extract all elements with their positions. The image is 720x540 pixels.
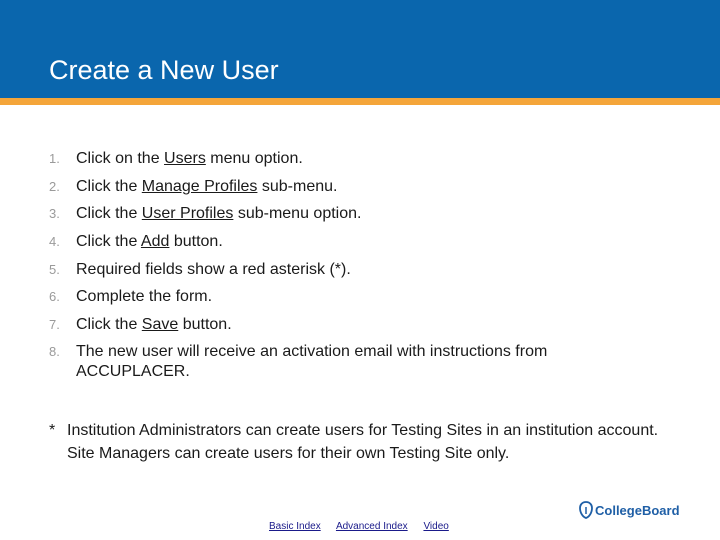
advanced-index-link[interactable]: Advanced Index — [335, 521, 408, 532]
manage-profiles-link[interactable]: Manage Profiles — [141, 178, 258, 195]
step-text-part: Click the — [76, 316, 142, 333]
step-text-part: menu option. — [205, 150, 303, 167]
step-text-part: Click on the — [76, 150, 165, 167]
step-number: 4. — [49, 234, 60, 249]
step-text-part: sub-menu option. — [233, 205, 362, 222]
basic-index-link[interactable]: Basic Index — [269, 521, 321, 532]
step-number: 6. — [49, 289, 60, 304]
step-number: 8. — [49, 344, 60, 359]
step-text: Complete the form. — [76, 288, 213, 305]
add-link[interactable]: Add — [140, 233, 170, 250]
step-text — [76, 177, 646, 197]
save-link[interactable]: Save — [141, 316, 179, 333]
step-text-part: button. — [169, 233, 223, 250]
step-text-part: sub-menu. — [257, 178, 338, 195]
step-number: 7. — [49, 317, 60, 332]
video-link[interactable]: Video — [423, 521, 449, 532]
accent-stripe — [0, 98, 720, 105]
footer-nav — [269, 521, 462, 532]
step-text: The new user will receive an activation email with instructions from ACCUPLACER. — [76, 343, 548, 380]
acorn-logo-icon — [579, 501, 593, 519]
user-profiles-link[interactable]: User Profiles — [141, 205, 234, 222]
step-text-part: Click the — [76, 178, 142, 195]
step-text-part: Click the — [76, 205, 142, 222]
footnote-marker: * — [49, 422, 56, 439]
step-number: 2. — [49, 179, 60, 194]
collegeboard-logo — [579, 498, 680, 522]
step-number: 5. — [49, 262, 60, 277]
footnote-text: Institution Administrators can create users for Testing Sites in an institution account. Site Managers can create users for their own Testing Site only. — [67, 422, 659, 462]
step-text-part: Click the — [76, 233, 141, 250]
users-link[interactable]: Users — [164, 150, 206, 167]
step-number: 1. — [49, 151, 60, 166]
logo-text: CollegeBoard — [595, 502, 680, 518]
step-text-part: button. — [178, 316, 232, 333]
step-text: Required fields show a red asterisk (*). — [76, 261, 351, 278]
step-text — [76, 315, 646, 335]
step-text — [76, 232, 646, 252]
step-number: 3. — [49, 206, 60, 221]
step-text — [76, 149, 646, 169]
page-title: Create a New User — [49, 55, 279, 85]
step-text — [76, 204, 646, 224]
